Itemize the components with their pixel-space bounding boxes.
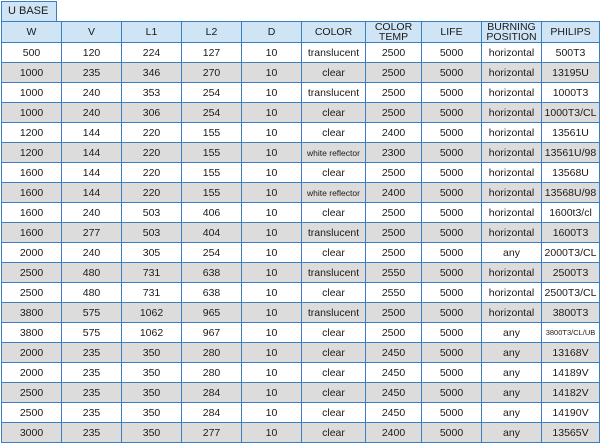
- cell-color-temp: 2500: [366, 83, 422, 103]
- cell-philips: 14189V: [542, 363, 600, 383]
- cell-v: 144: [62, 123, 122, 143]
- cell-color: clear: [302, 103, 366, 123]
- cell-w: 1600: [2, 183, 62, 203]
- cell-philips: 1600T3: [542, 223, 600, 243]
- cell-w: 2000: [2, 343, 62, 363]
- spec-table: [1, 21, 600, 443]
- table-row: [2, 423, 600, 443]
- cell-burning-position: any: [482, 323, 542, 343]
- cell-l2: 284: [182, 403, 242, 423]
- cell-d: 10: [242, 223, 302, 243]
- cell-l1: 353: [122, 83, 182, 103]
- cell-burning-position: any: [482, 423, 542, 443]
- cell-burning-position: horizontal: [482, 283, 542, 303]
- cell-w: 1600: [2, 223, 62, 243]
- cell-philips: 13565V: [542, 423, 600, 443]
- cell-burning-position: any: [482, 243, 542, 263]
- header-w: W: [2, 22, 62, 43]
- cell-v: 480: [62, 283, 122, 303]
- cell-d: 10: [242, 423, 302, 443]
- cell-v: 277: [62, 223, 122, 243]
- cell-v: 235: [62, 383, 122, 403]
- cell-w: 3800: [2, 303, 62, 323]
- cell-l2: 155: [182, 143, 242, 163]
- cell-color-temp: 2450: [366, 363, 422, 383]
- cell-l1: 1062: [122, 303, 182, 323]
- cell-l1: 220: [122, 123, 182, 143]
- cell-life: 5000: [422, 243, 482, 263]
- cell-burning-position: horizontal: [482, 63, 542, 83]
- cell-philips: 3800T3: [542, 303, 600, 323]
- cell-l1: 350: [122, 363, 182, 383]
- cell-d: 10: [242, 83, 302, 103]
- cell-life: 5000: [422, 323, 482, 343]
- cell-l2: 155: [182, 183, 242, 203]
- cell-v: 120: [62, 43, 122, 63]
- cell-d: 10: [242, 383, 302, 403]
- cell-color-temp: 2500: [366, 63, 422, 83]
- cell-color: white reflector: [302, 143, 366, 163]
- cell-philips: 3800T3/CL/UB: [542, 323, 600, 343]
- cell-color: clear: [302, 423, 366, 443]
- cell-burning-position: horizontal: [482, 43, 542, 63]
- cell-l1: 220: [122, 183, 182, 203]
- cell-burning-position: horizontal: [482, 103, 542, 123]
- cell-w: 1600: [2, 163, 62, 183]
- cell-life: 5000: [422, 223, 482, 243]
- cell-life: 5000: [422, 103, 482, 123]
- cell-w: 3800: [2, 323, 62, 343]
- header-philips: PHILIPS: [542, 22, 600, 43]
- cell-color: translucent: [302, 303, 366, 323]
- cell-burning-position: any: [482, 403, 542, 423]
- table-row: [2, 63, 600, 83]
- cell-color: clear: [302, 283, 366, 303]
- cell-w: 1600: [2, 203, 62, 223]
- cell-life: 5000: [422, 363, 482, 383]
- cell-l1: 224: [122, 43, 182, 63]
- table-row: [2, 283, 600, 303]
- cell-color: clear: [302, 243, 366, 263]
- cell-life: 5000: [422, 143, 482, 163]
- cell-v: 235: [62, 343, 122, 363]
- table-row: [2, 163, 600, 183]
- cell-v: 240: [62, 83, 122, 103]
- cell-life: 5000: [422, 63, 482, 83]
- table-row: [2, 183, 600, 203]
- table-row: [2, 303, 600, 323]
- cell-l1: 305: [122, 243, 182, 263]
- cell-d: 10: [242, 403, 302, 423]
- header-color: COLOR: [302, 22, 366, 43]
- header-row: [2, 22, 600, 43]
- cell-burning-position: horizontal: [482, 183, 542, 203]
- cell-l2: 270: [182, 63, 242, 83]
- cell-l2: 965: [182, 303, 242, 323]
- cell-color-temp: 2300: [366, 143, 422, 163]
- cell-l2: 155: [182, 163, 242, 183]
- header-color-temp: COLOR TEMP: [366, 22, 422, 43]
- cell-color-temp: 2500: [366, 243, 422, 263]
- cell-burning-position: horizontal: [482, 123, 542, 143]
- cell-burning-position: horizontal: [482, 83, 542, 103]
- cell-w: 1000: [2, 103, 62, 123]
- table-row: [2, 203, 600, 223]
- cell-color-temp: 2450: [366, 343, 422, 363]
- cell-life: 5000: [422, 183, 482, 203]
- cell-color-temp: 2550: [366, 263, 422, 283]
- cell-life: 5000: [422, 423, 482, 443]
- cell-v: 144: [62, 183, 122, 203]
- cell-philips: 1000T3/CL: [542, 103, 600, 123]
- cell-l2: 280: [182, 343, 242, 363]
- cell-v: 144: [62, 163, 122, 183]
- cell-d: 10: [242, 143, 302, 163]
- cell-life: 5000: [422, 123, 482, 143]
- cell-color: clear: [302, 383, 366, 403]
- cell-philips: 1600t3/cl: [542, 203, 600, 223]
- table-row: [2, 403, 600, 423]
- cell-color: translucent: [302, 43, 366, 63]
- cell-v: 240: [62, 203, 122, 223]
- cell-color-temp: 2500: [366, 323, 422, 343]
- cell-color-temp: 2400: [366, 183, 422, 203]
- cell-philips: 13568U: [542, 163, 600, 183]
- cell-philips: 1000T3: [542, 83, 600, 103]
- cell-d: 10: [242, 323, 302, 343]
- cell-l2: 155: [182, 123, 242, 143]
- cell-w: 500: [2, 43, 62, 63]
- cell-l1: 503: [122, 203, 182, 223]
- table-row: [2, 263, 600, 283]
- cell-v: 235: [62, 403, 122, 423]
- table-row: [2, 343, 600, 363]
- cell-w: 3000: [2, 423, 62, 443]
- cell-d: 10: [242, 363, 302, 383]
- cell-color-temp: 2500: [366, 163, 422, 183]
- cell-l1: 731: [122, 283, 182, 303]
- cell-d: 10: [242, 123, 302, 143]
- cell-color-temp: 2500: [366, 43, 422, 63]
- cell-color-temp: 2400: [366, 123, 422, 143]
- cell-v: 235: [62, 363, 122, 383]
- cell-l2: 404: [182, 223, 242, 243]
- cell-l2: 284: [182, 383, 242, 403]
- cell-l2: 280: [182, 363, 242, 383]
- cell-w: 1200: [2, 143, 62, 163]
- cell-l1: 350: [122, 403, 182, 423]
- cell-l2: 967: [182, 323, 242, 343]
- cell-life: 5000: [422, 163, 482, 183]
- cell-v: 235: [62, 63, 122, 83]
- cell-d: 10: [242, 243, 302, 263]
- header-l1: L1: [122, 22, 182, 43]
- cell-life: 5000: [422, 343, 482, 363]
- cell-l2: 277: [182, 423, 242, 443]
- cell-color: clear: [302, 63, 366, 83]
- table-row: [2, 143, 600, 163]
- table-row: [2, 323, 600, 343]
- cell-color-temp: 2450: [366, 383, 422, 403]
- cell-philips: 13195U: [542, 63, 600, 83]
- cell-philips: 14190V: [542, 403, 600, 423]
- cell-w: 1200: [2, 123, 62, 143]
- header-v: V: [62, 22, 122, 43]
- cell-burning-position: any: [482, 343, 542, 363]
- table-row: [2, 383, 600, 403]
- cell-life: 5000: [422, 203, 482, 223]
- cell-d: 10: [242, 203, 302, 223]
- cell-l1: 346: [122, 63, 182, 83]
- cell-life: 5000: [422, 403, 482, 423]
- cell-life: 5000: [422, 263, 482, 283]
- cell-w: 2500: [2, 263, 62, 283]
- cell-l2: 254: [182, 83, 242, 103]
- header-life: LIFE: [422, 22, 482, 43]
- cell-color: clear: [302, 343, 366, 363]
- cell-color: clear: [302, 123, 366, 143]
- cell-philips: 14182V: [542, 383, 600, 403]
- cell-color-temp: 2550: [366, 283, 422, 303]
- header-burning-position: BURNING POSITION: [482, 22, 542, 43]
- table-row: [2, 243, 600, 263]
- cell-l1: 1062: [122, 323, 182, 343]
- cell-d: 10: [242, 303, 302, 323]
- cell-color: white reflector: [302, 183, 366, 203]
- cell-l1: 350: [122, 343, 182, 363]
- cell-burning-position: horizontal: [482, 163, 542, 183]
- cell-w: 1000: [2, 83, 62, 103]
- cell-philips: 2500T3/CL: [542, 283, 600, 303]
- cell-l2: 638: [182, 283, 242, 303]
- cell-burning-position: horizontal: [482, 143, 542, 163]
- cell-l1: 503: [122, 223, 182, 243]
- cell-w: 2000: [2, 243, 62, 263]
- cell-d: 10: [242, 163, 302, 183]
- cell-d: 10: [242, 183, 302, 203]
- cell-w: 1000: [2, 63, 62, 83]
- cell-philips: 500T3: [542, 43, 600, 63]
- cell-l1: 220: [122, 163, 182, 183]
- cell-color: clear: [302, 323, 366, 343]
- cell-color: translucent: [302, 223, 366, 243]
- table-row: [2, 83, 600, 103]
- cell-philips: 13561U: [542, 123, 600, 143]
- cell-philips: 2500T3: [542, 263, 600, 283]
- cell-color-temp: 2500: [366, 303, 422, 323]
- cell-life: 5000: [422, 83, 482, 103]
- cell-color: clear: [302, 163, 366, 183]
- cell-l1: 220: [122, 143, 182, 163]
- cell-v: 240: [62, 103, 122, 123]
- cell-l2: 406: [182, 203, 242, 223]
- cell-philips: 13561U/98: [542, 143, 600, 163]
- cell-v: 575: [62, 303, 122, 323]
- cell-w: 2000: [2, 363, 62, 383]
- header-l2: L2: [182, 22, 242, 43]
- cell-philips: 2000T3/CL: [542, 243, 600, 263]
- cell-color: clear: [302, 403, 366, 423]
- cell-l2: 254: [182, 103, 242, 123]
- cell-d: 10: [242, 343, 302, 363]
- cell-color-temp: 2400: [366, 423, 422, 443]
- cell-color: clear: [302, 203, 366, 223]
- cell-l1: 350: [122, 383, 182, 403]
- cell-life: 5000: [422, 383, 482, 403]
- table-row: [2, 123, 600, 143]
- cell-life: 5000: [422, 303, 482, 323]
- cell-l2: 638: [182, 263, 242, 283]
- cell-burning-position: horizontal: [482, 263, 542, 283]
- header-d: D: [242, 22, 302, 43]
- cell-life: 5000: [422, 283, 482, 303]
- cell-color-temp: 2500: [366, 103, 422, 123]
- cell-l1: 731: [122, 263, 182, 283]
- cell-burning-position: horizontal: [482, 203, 542, 223]
- table-row: [2, 103, 600, 123]
- cell-d: 10: [242, 63, 302, 83]
- cell-color-temp: 2450: [366, 403, 422, 423]
- table-body: [2, 43, 600, 443]
- cell-w: 2500: [2, 383, 62, 403]
- cell-burning-position: horizontal: [482, 303, 542, 323]
- cell-color-temp: 2500: [366, 223, 422, 243]
- cell-life: 5000: [422, 43, 482, 63]
- cell-l2: 254: [182, 243, 242, 263]
- cell-color: translucent: [302, 83, 366, 103]
- section-title-tab: U BASE: [1, 1, 57, 21]
- cell-v: 144: [62, 143, 122, 163]
- cell-v: 575: [62, 323, 122, 343]
- cell-l1: 306: [122, 103, 182, 123]
- cell-burning-position: any: [482, 383, 542, 403]
- cell-d: 10: [242, 263, 302, 283]
- cell-burning-position: any: [482, 363, 542, 383]
- cell-philips: 13568U/98: [542, 183, 600, 203]
- cell-l1: 350: [122, 423, 182, 443]
- cell-d: 10: [242, 43, 302, 63]
- table-row: [2, 223, 600, 243]
- cell-l2: 127: [182, 43, 242, 63]
- table-row: [2, 43, 600, 63]
- cell-color-temp: 2500: [366, 203, 422, 223]
- cell-w: 2500: [2, 283, 62, 303]
- cell-v: 240: [62, 243, 122, 263]
- cell-color: translucent: [302, 263, 366, 283]
- cell-burning-position: horizontal: [482, 223, 542, 243]
- table-row: [2, 363, 600, 383]
- cell-d: 10: [242, 283, 302, 303]
- cell-w: 2500: [2, 403, 62, 423]
- cell-d: 10: [242, 103, 302, 123]
- cell-philips: 13168V: [542, 343, 600, 363]
- cell-v: 480: [62, 263, 122, 283]
- cell-color: clear: [302, 363, 366, 383]
- cell-v: 235: [62, 423, 122, 443]
